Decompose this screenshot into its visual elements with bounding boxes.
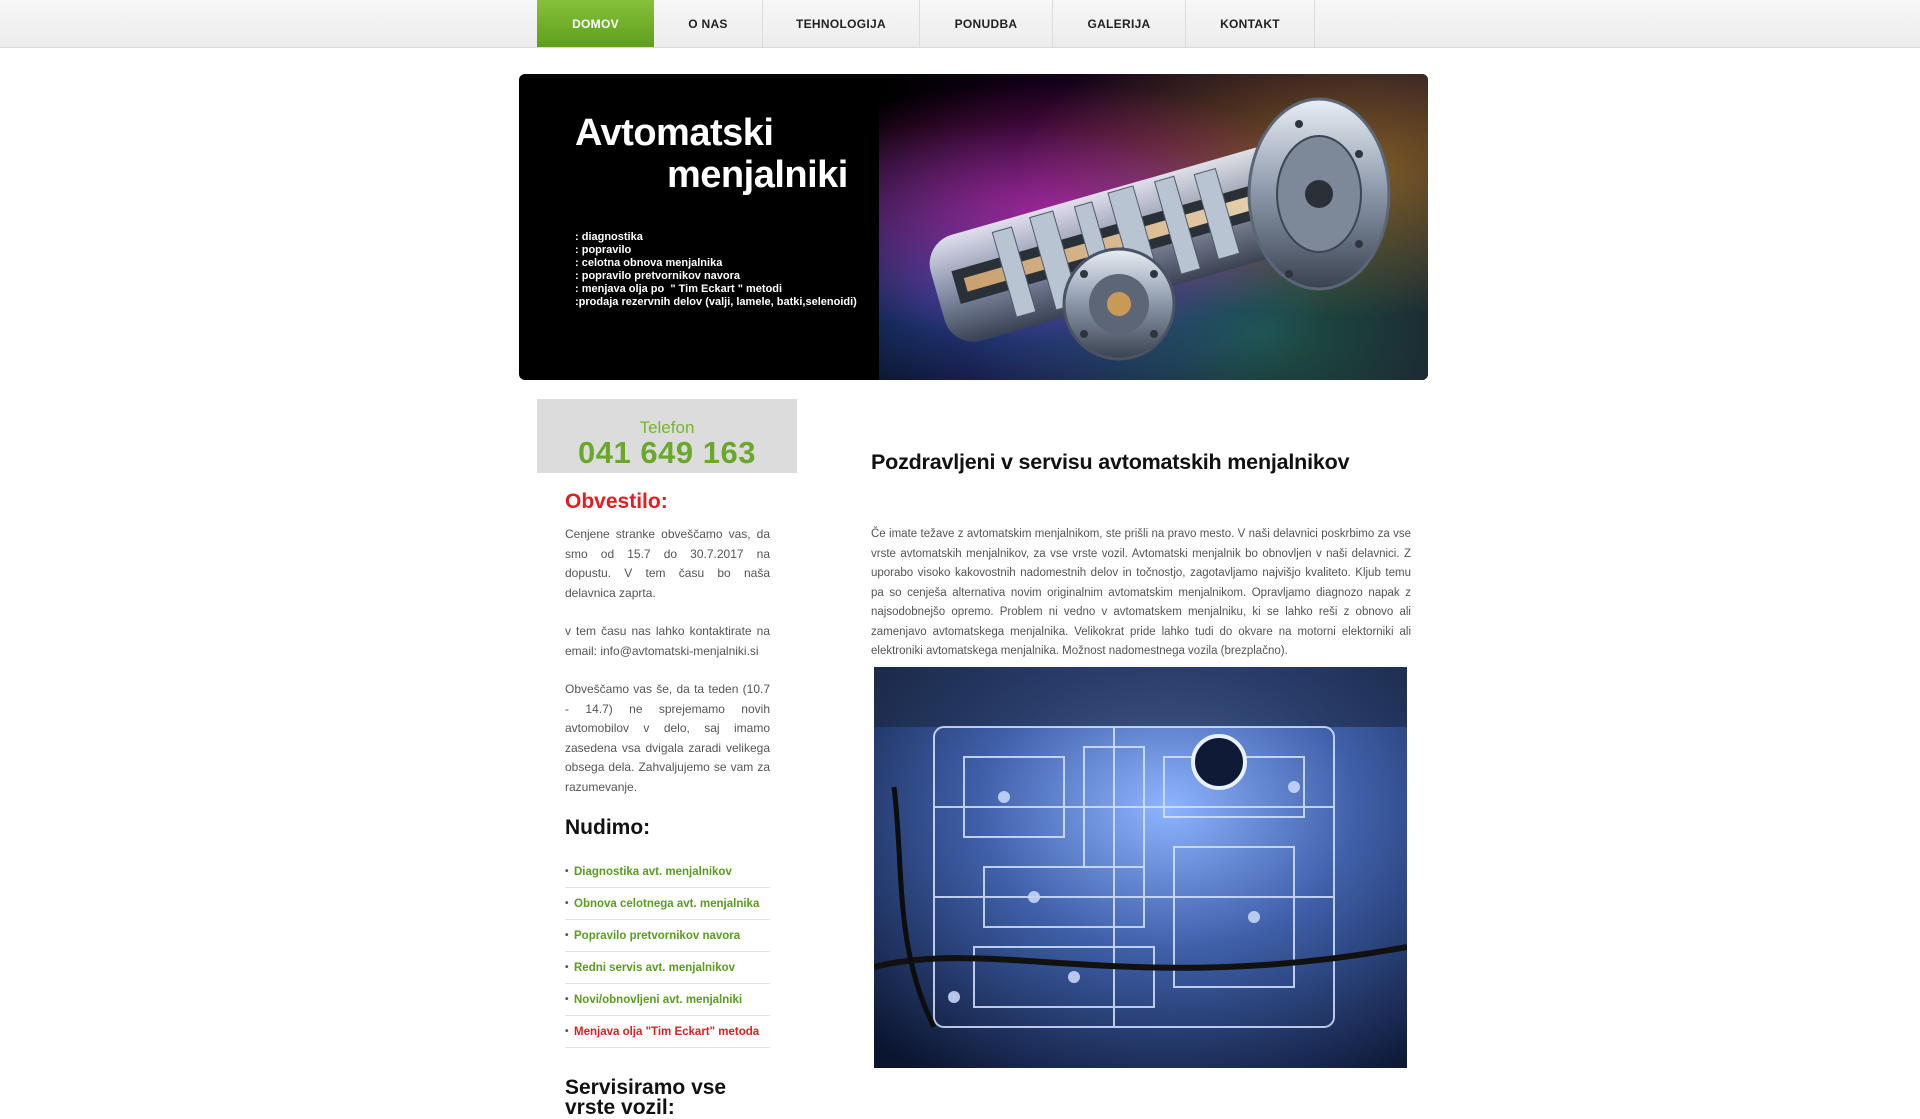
offer-label: Redni servis avt. menjalnikov bbox=[574, 961, 736, 974]
notice-title: Obvestilo: bbox=[565, 490, 668, 513]
top-navigation bbox=[0, 0, 1920, 48]
bullet-icon: • bbox=[565, 1026, 569, 1037]
notice-paragraph: v tem času nas lahko kontaktirate na email: info@avtomatski-menjalniki.si bbox=[565, 624, 770, 658]
banner-service: : menjava olja po " Tim Eckart " metodi bbox=[575, 283, 783, 295]
offer-item[interactable] bbox=[565, 952, 770, 984]
banner-services-list bbox=[575, 231, 857, 309]
banner-title-line2: menjalniki bbox=[667, 154, 848, 196]
bullet-icon: • bbox=[565, 994, 569, 1005]
offer-label: Popravilo pretvornikov navora bbox=[574, 929, 741, 942]
intro-paragraph: Če imate težave z avtomatskim menjalnikom, ste prišli na pravo mesto. V naši delavnici poskrbimo za vse vrste avtomatskih menjalnikov, za vse vrste vozil. Avtomatski menjalnik bo obnovljen v naši delavnici. Z uporabo visoko kakovostnih nadomestnih delov in točnostjo, zagotavljamo najvišjo kvaliteto. Kljub temu pa so cenješa alternativa novim originalnim avtomatskim menjalnikom. Opravljamo diagnozo napak z najsodobnejšo opremo. Problem ni vedno v avtomatskem menjalniku, ki se lahko reši z obnovo ali zamenjavo avtomatskega menjalnika. Velikokrat pride lahko tudi do okvare na motorni elektorniki ali elektroniki avtomatskega menjalnika. Možnost nadomestnega vozila (brezplačno). bbox=[871, 528, 1411, 657]
nav-item-galerija[interactable]: GALERIJA bbox=[1053, 0, 1186, 47]
offer-label: Menjava olja "Tim Eckart" metoda bbox=[574, 1025, 760, 1038]
header-banner bbox=[519, 74, 1428, 380]
main-content bbox=[871, 450, 1411, 662]
phone-label: Telefon bbox=[639, 418, 695, 437]
offer-item-highlight[interactable] bbox=[565, 1016, 770, 1048]
banner-service: : popravilo bbox=[575, 244, 632, 256]
left-sidebar bbox=[565, 490, 770, 1118]
offer-label: Diagnostika avt. menjalnikov bbox=[574, 865, 732, 878]
nav-item-o-nas[interactable]: O NAS bbox=[654, 0, 763, 47]
offer-item[interactable] bbox=[565, 856, 770, 888]
notice-paragraph: Cenjene stranke obveščamo vas, da smo od 15.7 do 30.7.2017 na dopustu. V tem času bo naša delavnica zaprta. bbox=[565, 527, 770, 600]
valve-body-photo bbox=[874, 667, 1407, 1068]
valve-body-image bbox=[874, 667, 1407, 1068]
banner-service: : diagnostika bbox=[575, 231, 643, 243]
vehicles-title: Servisiramo vse vrste vozil: bbox=[565, 1076, 727, 1119]
bullet-icon: • bbox=[565, 866, 569, 877]
offers-list bbox=[565, 856, 770, 1048]
offer-label: Obnova celotnega avt. menjalnika bbox=[574, 897, 760, 910]
offer-label: Novi/obnovljeni avt. menjalniki bbox=[574, 993, 743, 1006]
nav-item-ponudba[interactable]: PONUDBA bbox=[920, 0, 1053, 47]
banner-service: : celotna obnova menjalnika bbox=[575, 257, 723, 269]
bullet-icon: • bbox=[565, 898, 569, 909]
banner-title-line1: Avtomatski bbox=[575, 112, 774, 154]
banner-service: :prodaja rezervnih delov (valji, lamele, batki,selenoidi) bbox=[575, 296, 857, 308]
nav-item-domov[interactable]: DOMOV bbox=[537, 0, 654, 47]
banner-service: : popravilo pretvornikov navora bbox=[575, 270, 741, 282]
notice-paragraph: Obveščamo vas še, da ta teden (10.7 - 14.7) ne sprejemamo novih avtomobilov v delo, saj imamo zasedena vsa dvigala zaradi velikega obsega dela. Zahvaljujemo se vam za razumevanje. bbox=[565, 682, 770, 794]
offer-item[interactable] bbox=[565, 920, 770, 952]
offer-item[interactable] bbox=[565, 888, 770, 920]
nav-item-tehnologija[interactable]: TEHNOLOGIJA bbox=[763, 0, 920, 47]
offer-item[interactable] bbox=[565, 984, 770, 1016]
offers-title: Nudimo: bbox=[565, 816, 651, 839]
nav-item-kontakt[interactable]: KONTAKT bbox=[1186, 0, 1315, 47]
phone-number[interactable]: 041 649 163 bbox=[578, 435, 756, 470]
transmission-illustration bbox=[889, 84, 1419, 374]
phone-box bbox=[537, 399, 797, 473]
bullet-icon: • bbox=[565, 962, 569, 973]
bullet-icon: • bbox=[565, 930, 569, 941]
page-title: Pozdravljeni v servisu avtomatskih menjalnikov bbox=[871, 450, 1350, 474]
main-menu bbox=[537, 0, 1315, 47]
